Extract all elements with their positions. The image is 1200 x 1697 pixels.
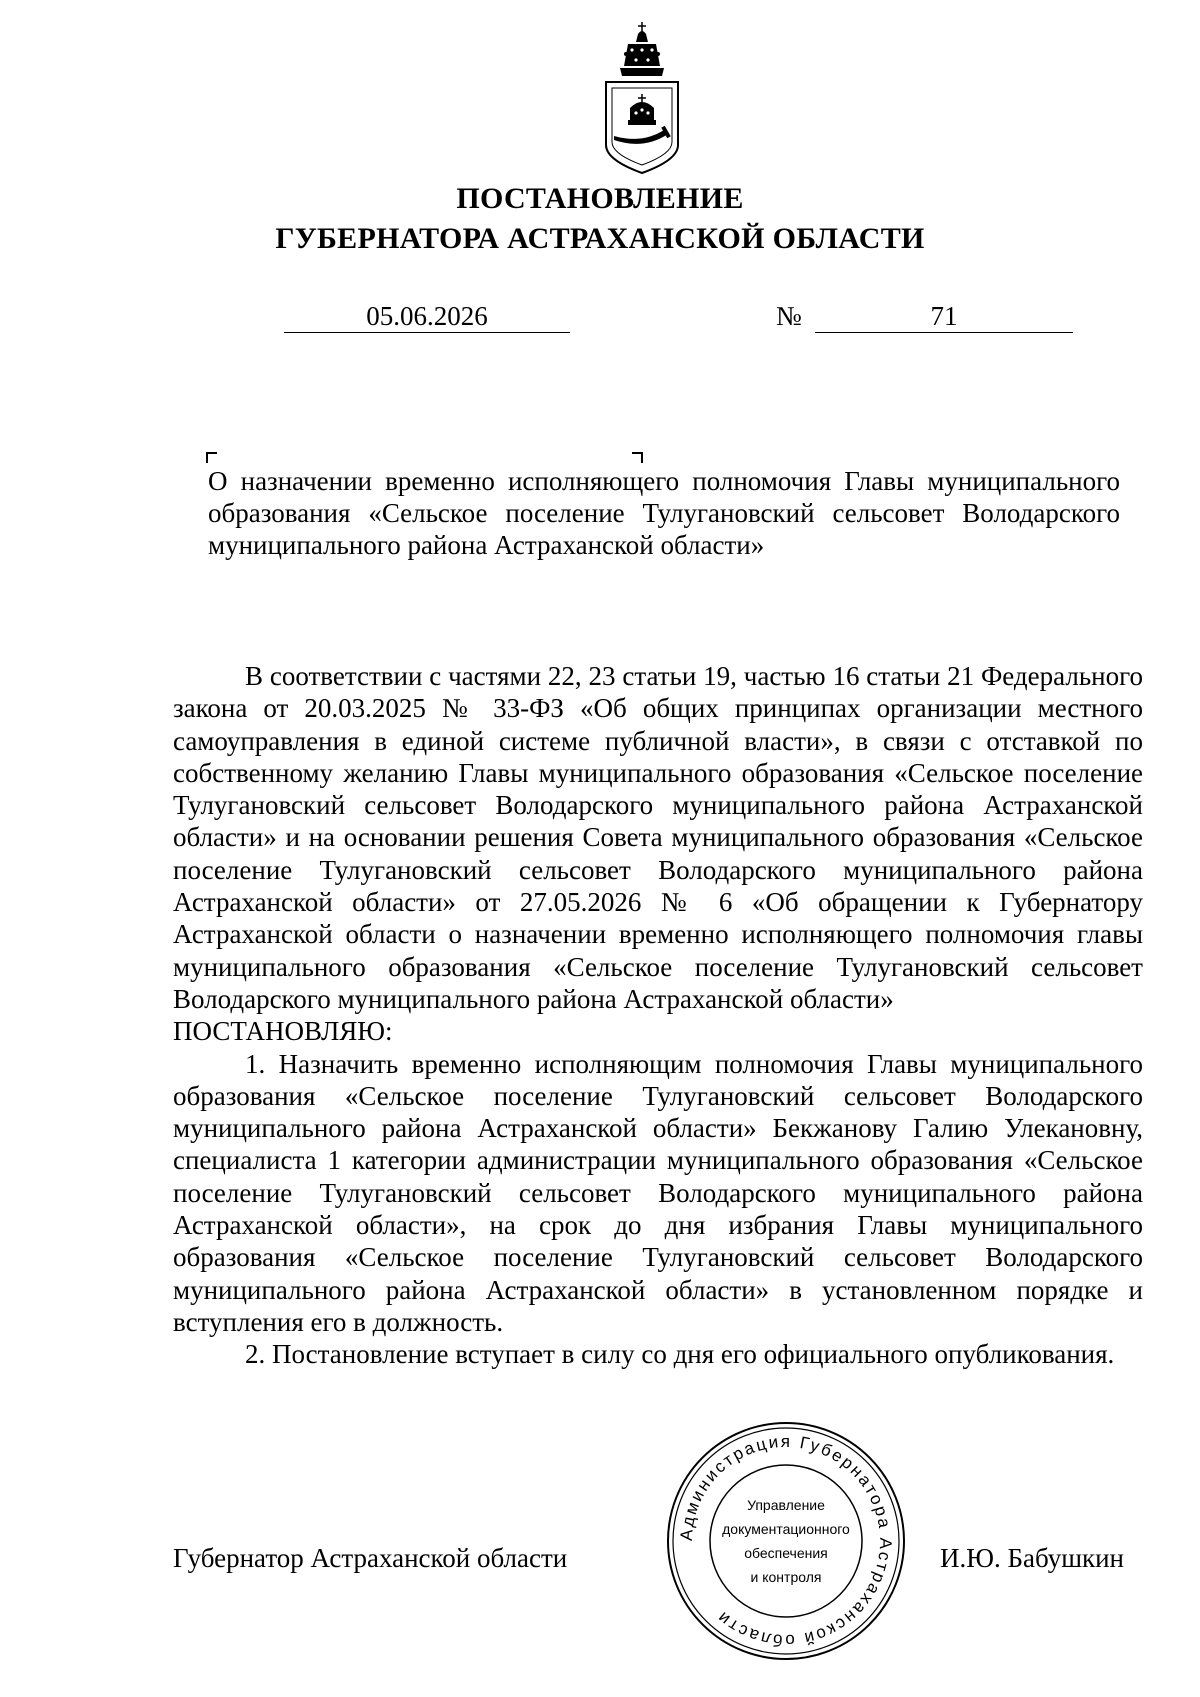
- signatory-name: И.Ю. Бабушкин: [940, 1543, 1125, 1573]
- item-2-paragraph: 2. Постановление вступает в силу со дня его официального опубликования.: [245, 1339, 1115, 1370]
- stamp-ring-text: Администрация Губернатора Астраханской области: [676, 1431, 896, 1651]
- subject-corner-left: [206, 452, 217, 463]
- preamble-paragraph: В соответствии с частями 22, 23 статьи 19, частью 16 статьи 21 Федерального закона от 20.03.2025 № 33-ФЗ «Об общих принципах организации местного самоуправления в единой системе публичной власти», в связи с отставкой по собственному желанию Главы муниципального образования «Сельское поселение Тулугановский сельсовет Володарского муниципального района Астраханской области» и на основании решения Совета муниципального образования «Сельское поселение Тулугановский сельсовет Володарского муниципального района Астраханской области» от 27.05.2026 № 6 «Об обращении к Губернатору Астраханской области о назначении временно исполняющего полномочия главы муниципального образования «Сельское поселение Тулугановский сельсовет Володарского муниципального района Астраханской области»: [173, 661, 1143, 1014]
- resolve-heading: ПОСТАНОВЛЯЮ:: [173, 1016, 393, 1047]
- document-date: 05.06.2026: [284, 300, 570, 333]
- document-title-line2: ГУБЕРНАТОРА АСТРАХАНСКОЙ ОБЛАСТИ: [275, 222, 925, 255]
- document-body: [173, 660, 1143, 1371]
- stamp-line3: обеспечения: [744, 1545, 828, 1561]
- signatory-position: Губернатор Астраханской области: [173, 1543, 568, 1573]
- stamp-line2: документационного: [722, 1521, 850, 1537]
- document-number: 71: [815, 300, 1073, 333]
- official-stamp-icon: [665, 1420, 907, 1662]
- number-sign: №: [776, 301, 802, 331]
- stamp-line4: и контроля: [750, 1569, 822, 1585]
- subject-corner-right: [632, 452, 643, 463]
- document-title-line1: ПОСТАНОВЛЕНИЕ: [456, 182, 744, 215]
- astrakhan-coat-of-arms-icon: [602, 20, 682, 175]
- stamp-line1: Управление: [747, 1497, 825, 1513]
- item-1-paragraph: 1. Назначить временно исполняющим полномочия Главы муниципального образования «Сельское поселение Тулугановский сельсовет Володарского муниципального района Астраханской области» Бекжанову Галию Улекановну, специалиста 1 категории администрации муниципального образования «Сельское поселение Тулугановский сельсовет Володарского муниципального района Астраханской области», на срок до дня избрания Главы муниципального образования «Сельское поселение Тулугановский сельсовет Володарского муниципального района Астраханской области» в установленном порядке и вступления его в должность.: [173, 1048, 1143, 1337]
- document-subject: О назначении временно исполняющего полномочия Главы муниципального образования «Сельское поселение Тулугановский сельсовет Володарского муниципального района Астраханской области»: [208, 466, 1120, 560]
